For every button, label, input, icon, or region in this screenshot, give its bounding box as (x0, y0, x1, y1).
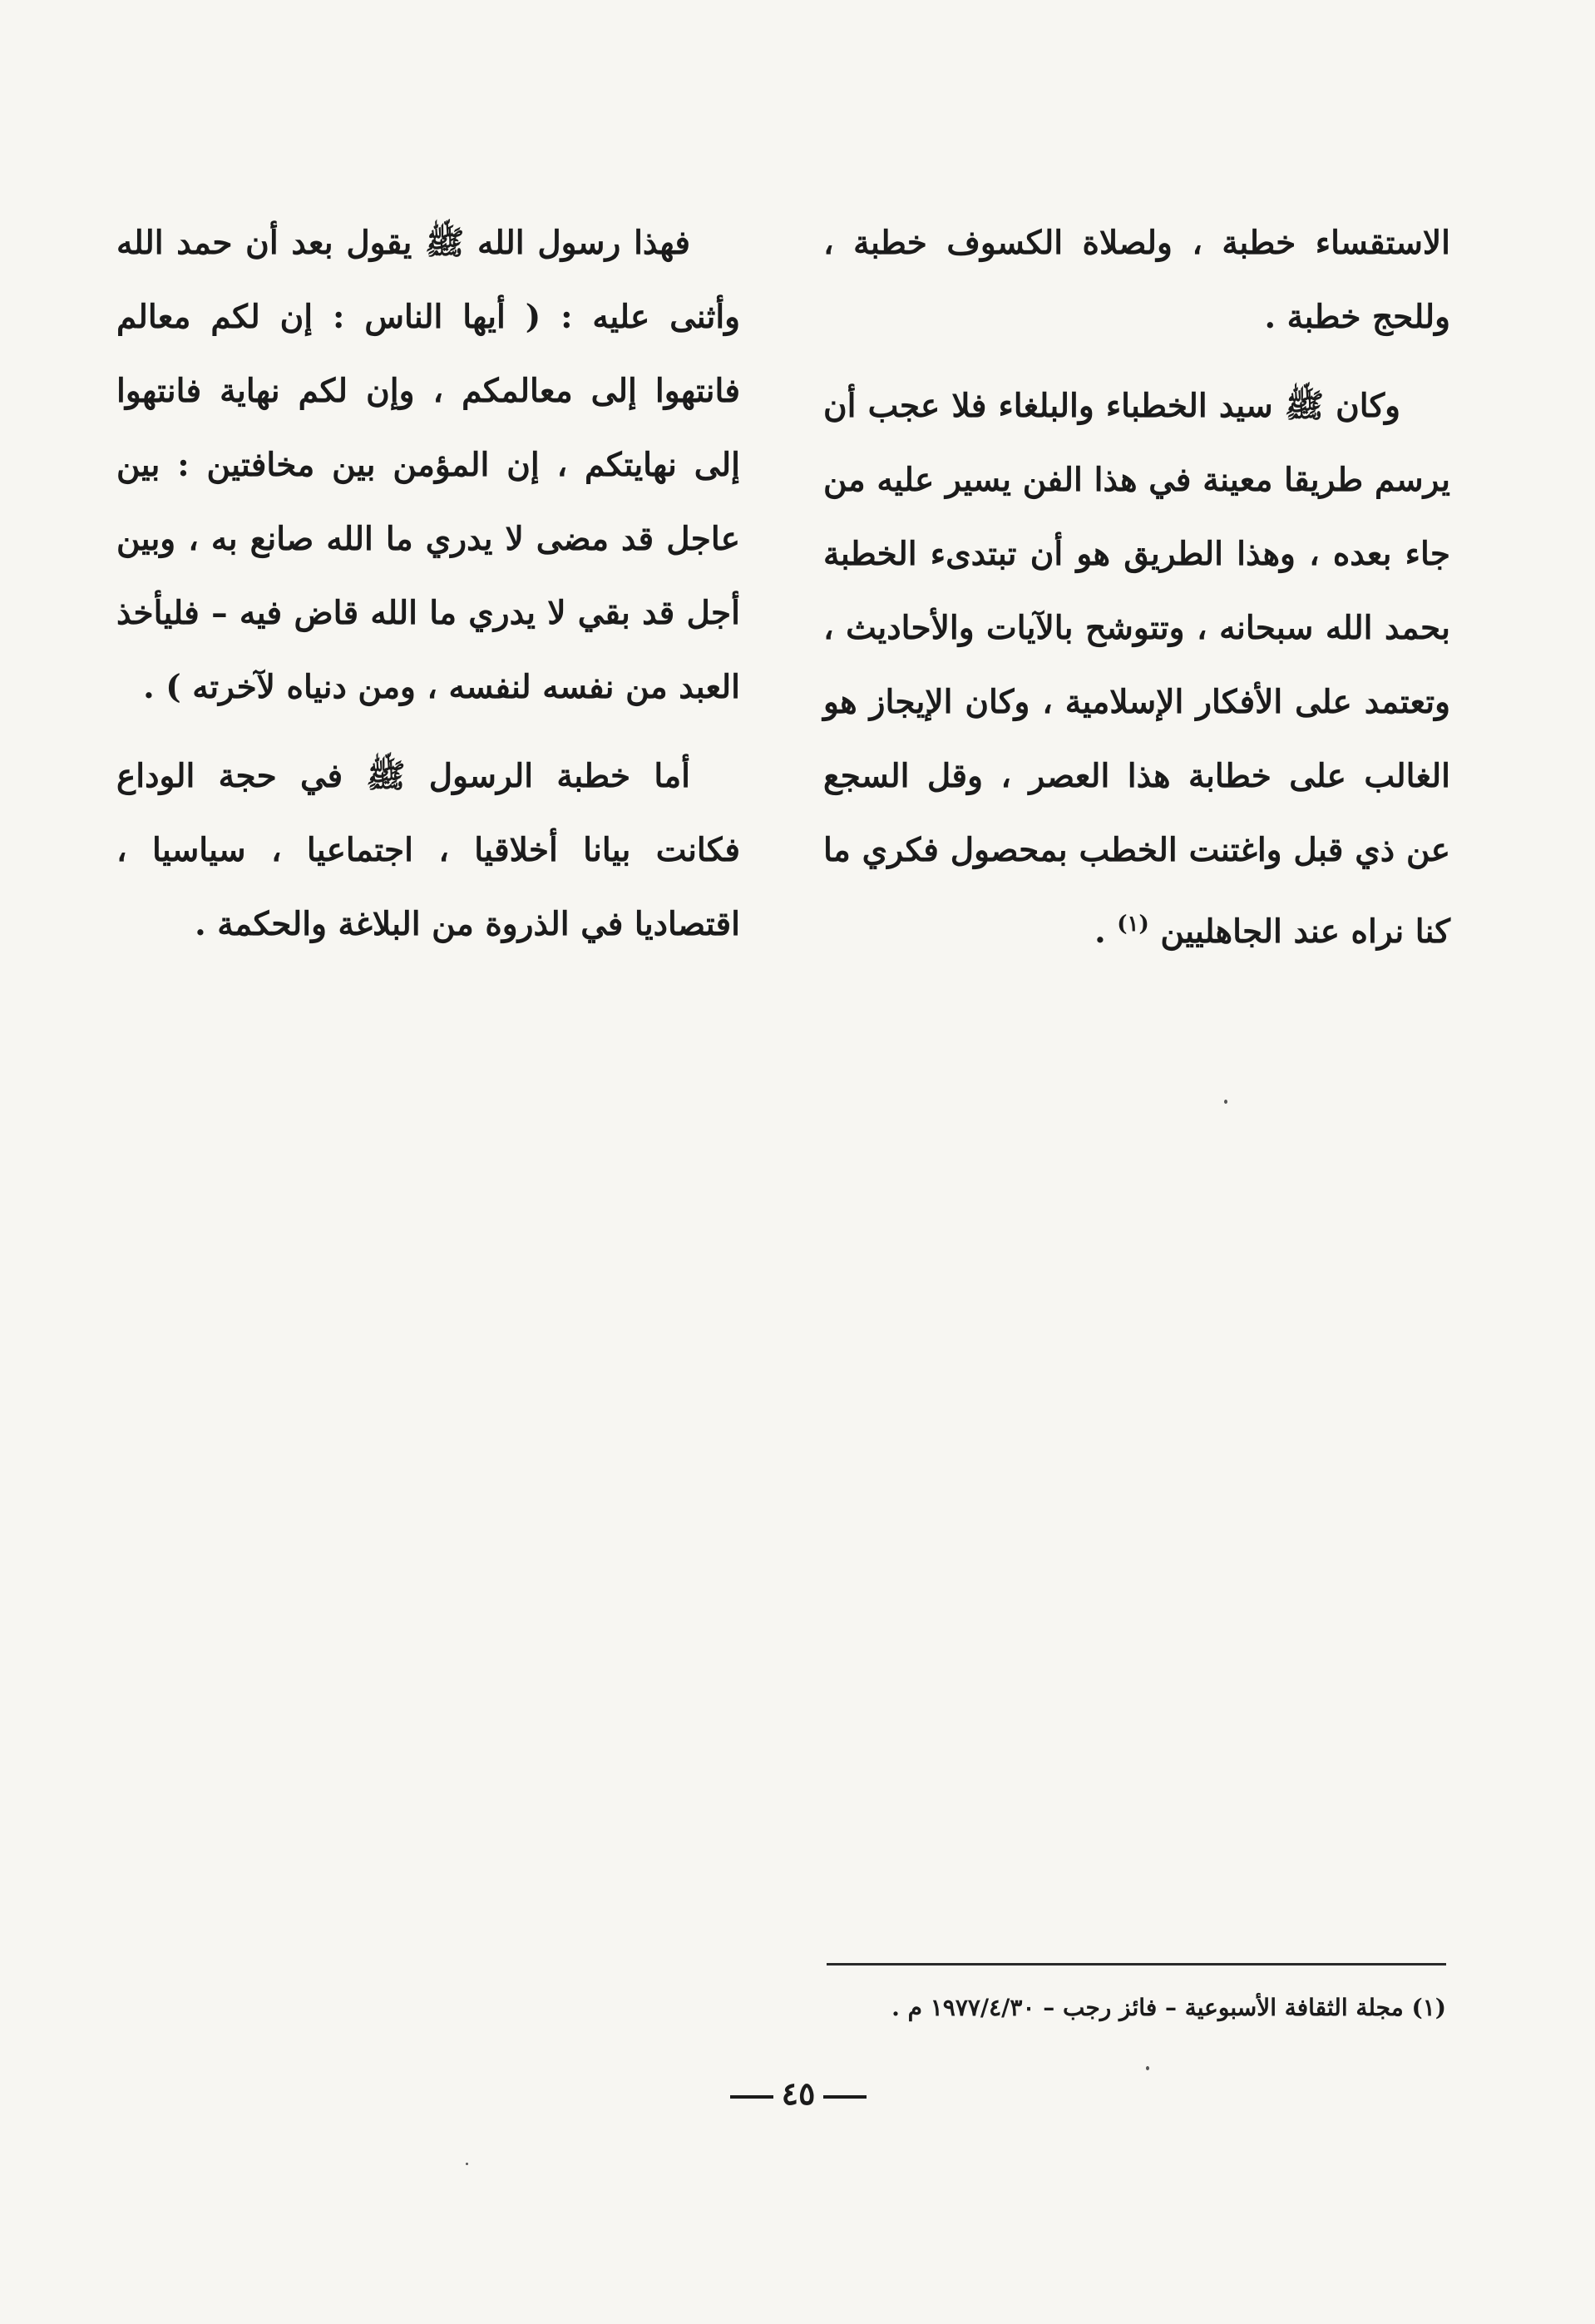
page-number (707, 2074, 890, 2112)
footnote-reference: (١) (1117, 912, 1149, 937)
paragraph-end: . (1094, 912, 1118, 951)
scan-speck (466, 2163, 468, 2165)
right-column (823, 206, 1450, 984)
dash-decoration (823, 2095, 867, 2099)
left-column (116, 206, 740, 977)
paragraph: الاستقساء خطبة ، ولصلاة الكسوف خطبة ، وللحج خطبة . (823, 224, 1450, 336)
page-number-text: ٤٥ (781, 2074, 816, 2112)
footnote-divider (827, 1963, 1446, 1966)
dash-decoration (730, 2095, 773, 2099)
paragraph-text: وكان ﷺ سيد الخطباء والبلغاء فلا عجب أن يرسم طريقا معينة في هذا الفن يسير عليه من جاء بعده ، وهذا الطريق هو أن تبتدىء الخطبة بحمد الله سبحانه ، وتتوشح بالآيات والأحاديث ، وتعتمد على الأفكار الإسلامية ، وكان الإيجاز هو الغالب على خطابة هذا العصر ، وقل السجع عن ذي قبل واغتنت الخطب بمحصول فكري ما كنا نراه عند الجاهليين (823, 387, 1450, 951)
scan-speck (1224, 1100, 1227, 1104)
paragraph: فهذا رسول الله ﷺ يقول بعد أن حمد الله وأثنى عليه : ( أيها الناس : إن لكم معالم فانتهوا إلى معالمكم ، وإن لكم نهاية فانتهوا إلى نهايتكم ، إن المؤمن بين مخافتين : بين عاجل قد مضى لا يدري ما الله صانع به ، وبين أجل قد بقي لا يدري ما الله قاض فيه – فليأخذ العبد من نفسه لنفسه ، ومن دنياه لآخرته ) . (116, 224, 740, 706)
scan-speck (1146, 2066, 1149, 2070)
footnote: (١) مجلة الثقافة الأسبوعية – فائز رجب – ١٩٧٧/٤/٣٠ م . (891, 1994, 1446, 2021)
paragraph (823, 369, 1450, 969)
paragraph: أما خطبة الرسول ﷺ في حجة الوداع فكانت بيانا أخلاقيا ، اجتماعيا ، سياسيا ، اقتصاديا في الذروة من البلاغة والحكمة . (116, 757, 740, 943)
